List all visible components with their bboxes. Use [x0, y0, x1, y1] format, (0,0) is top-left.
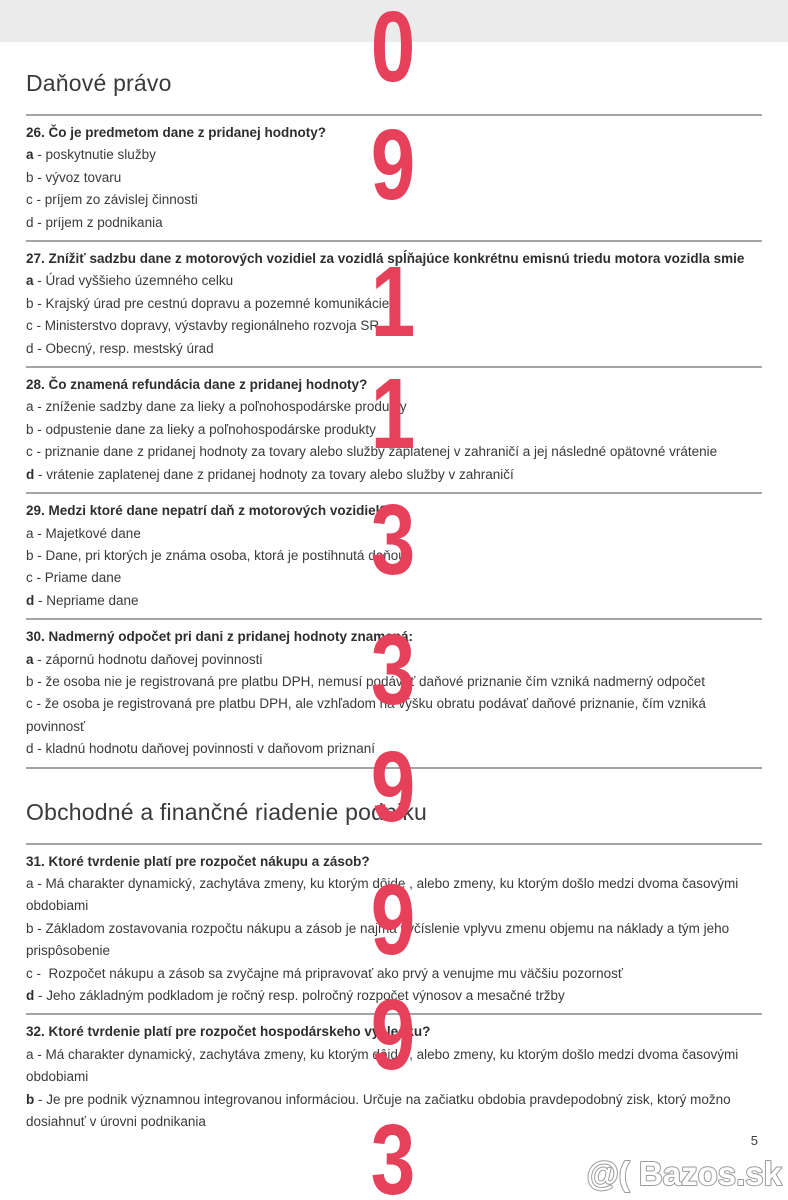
- watermark-digit: 1: [370, 358, 416, 470]
- option-separator: -: [33, 340, 46, 356]
- option-letter: b: [26, 421, 34, 437]
- answer-option: [26, 738, 762, 760]
- option-text: kladnú hodnotu daňovej povinnosti v daňovom priznaní: [45, 741, 375, 757]
- answer-option: [26, 441, 762, 463]
- answer-option: [26, 567, 762, 589]
- watermark-digit: 9: [370, 109, 416, 221]
- option-letter: a: [26, 273, 34, 289]
- separator-line: [26, 114, 762, 116]
- option-text: príjem zo závislej činnosti: [44, 192, 198, 208]
- separator-line: [26, 366, 762, 368]
- answer-option: [26, 963, 762, 985]
- option-letter: b: [26, 169, 34, 185]
- option-letter: c: [26, 696, 33, 712]
- option-separator: -: [33, 421, 46, 437]
- separator-line: [26, 843, 762, 845]
- section-title: Obchodné a finančné riadenie podniku: [26, 798, 428, 825]
- option-letter: b: [26, 547, 34, 563]
- question-block: [26, 851, 762, 1008]
- page-content: [26, 0, 762, 1133]
- option-letter: b: [26, 295, 34, 311]
- watermark-digit: 9: [370, 979, 416, 1091]
- option-text: Má charakter dynamický, zachytáva zmeny, ku ktorým dôjde , alebo zmeny, ku ktorým došlo medzi dvoma časovými obdobiami: [26, 1046, 743, 1085]
- question-heading: 31. Ktoré tvrdenie platí pre rozpočet nákupu a zásob?: [26, 853, 370, 869]
- answer-option: [26, 464, 762, 486]
- option-letter: d: [26, 466, 35, 482]
- answer-option: [26, 1089, 762, 1134]
- question-block: [26, 122, 762, 234]
- option-letter: d: [26, 214, 34, 230]
- option-separator: -: [33, 741, 46, 757]
- watermark-digit: 3: [370, 484, 416, 596]
- answer-option: [26, 693, 762, 738]
- option-letter: b: [26, 920, 34, 936]
- answer-option: [26, 144, 762, 166]
- option-letter: a: [26, 651, 34, 667]
- option-text: Obecný, resp. mestský úrad: [45, 340, 214, 356]
- option-separator: -: [33, 273, 46, 289]
- option-letter: a: [26, 875, 34, 891]
- question-block: [26, 1021, 762, 1133]
- question-block: [26, 500, 762, 612]
- option-text: Krajský úrad pre cestnú dopravu a pozemné komunikácie: [45, 295, 390, 311]
- separator-line: [26, 492, 762, 494]
- answer-option: [26, 545, 762, 567]
- option-text: vývoz tovaru: [45, 169, 122, 185]
- answer-option: [26, 985, 762, 1007]
- watermark-digit: 9: [370, 864, 416, 976]
- option-letter: a: [26, 1046, 34, 1062]
- question-heading: 29. Medzi ktoré dane nepatrí daň z motorových vozidiel?: [26, 503, 388, 519]
- answer-option: [26, 396, 762, 418]
- option-letter: c: [26, 318, 33, 334]
- question-block: [26, 374, 762, 486]
- option-separator: -: [32, 965, 45, 981]
- separator-line: [26, 240, 762, 242]
- option-letter: d: [26, 340, 34, 356]
- option-separator: -: [32, 696, 45, 712]
- option-text: Je pre podnik významnou integrovanou informáciou. Určuje na začiatku obdobia pravdepodobný zisk, ktorý možno dosiahnuť v úrovni podnikania: [26, 1091, 735, 1130]
- option-separator: -: [33, 399, 46, 415]
- option-letter: c: [26, 570, 33, 586]
- section-title: Daňové právo: [26, 70, 172, 96]
- option-separator: -: [33, 547, 46, 563]
- question-heading: 27. Znížiť sadzbu dane z motorových vozidiel za vozidlá spĺňajúce konkrétnu emisnú triedu motora vozidla smie: [26, 251, 745, 267]
- option-text: Priame dane: [44, 570, 122, 586]
- watermark-digit: 9: [370, 731, 416, 843]
- option-letter: c: [26, 192, 33, 208]
- separator-line: [26, 1013, 762, 1015]
- page-number: 5: [750, 1133, 758, 1148]
- watermark-digit: 0: [370, 0, 416, 103]
- option-separator: -: [33, 525, 46, 541]
- answer-option: [26, 270, 762, 292]
- answer-option: [26, 293, 762, 315]
- option-separator: -: [32, 444, 45, 460]
- answer-option: [26, 189, 762, 211]
- option-letter: a: [26, 147, 34, 163]
- question-block: [26, 248, 762, 360]
- option-text: príjem z podnikania: [45, 214, 163, 230]
- option-separator: -: [33, 875, 46, 891]
- option-text: že osoba nie je registrovaná pre platbu DPH, nemusí podávať daňové priznanie čím vzniká nadmerný odpočet: [45, 673, 705, 689]
- question-heading: 32. Ktoré tvrdenie platí pre rozpočet hospodárskeho výsledku?: [26, 1024, 431, 1040]
- watermark-digit: 1: [370, 246, 416, 358]
- option-letter: c: [26, 444, 33, 460]
- option-letter: a: [26, 525, 34, 541]
- question-heading: 28. Čo znamená refundácia dane z pridanej hodnoty?: [26, 377, 368, 393]
- option-letter: c: [26, 965, 33, 981]
- option-separator: -: [33, 1046, 46, 1062]
- option-text: zníženie sadzby dane za lieky a poľnohospodárske produkty: [45, 399, 407, 415]
- answer-option: [26, 419, 762, 441]
- answer-option: [26, 1044, 762, 1089]
- option-text: Má charakter dynamický, zachytáva zmeny, ku ktorým dôide , alebo zmeny, ku ktorým došlo medzi dvoma časovými obdobiami: [26, 875, 743, 914]
- option-text: Úrad vyššieho územného celku: [45, 273, 234, 289]
- option-text: Majetkové dane: [45, 525, 141, 541]
- option-letter: d: [26, 592, 35, 608]
- option-separator: -: [32, 318, 45, 334]
- option-letter: b: [26, 673, 34, 689]
- option-letter: d: [26, 988, 35, 1003]
- watermark-digit: 3: [370, 614, 416, 726]
- option-separator: -: [32, 570, 45, 586]
- answer-option: [26, 212, 762, 234]
- option-text: Základom zostavovania rozpočtu nákupu a zásob je najmä vyčíslenie vplyvu zmenu objemu na náklady a tým jeho prispôsobenie: [26, 920, 733, 959]
- option-text: zápornú hodnotu daňovej povinnosti: [45, 651, 263, 667]
- answer-option: [26, 918, 762, 963]
- option-text: odpustenie dane za lieky a poľnohospodárske produkty: [45, 421, 376, 437]
- option-text: Nepriame dane: [46, 592, 139, 608]
- option-separator: -: [34, 592, 47, 608]
- separator-line: [26, 618, 762, 620]
- answer-option: [26, 523, 762, 545]
- option-text: Rozpočet nákupu a zásob sa zvyčajne má pripravovať ako prvý a venujme mu väčšiu pozornosť: [44, 965, 623, 981]
- question-heading: 30. Nadmerný odpočet pri dani z pridanej hodnoty znamená:: [26, 629, 414, 645]
- separator-line: [26, 767, 762, 769]
- question-heading: 26. Čo je predmetom dane z pridanej hodnoty?: [26, 125, 327, 140]
- option-separator: -: [33, 651, 46, 667]
- option-separator: -: [33, 673, 46, 689]
- option-letter: a: [26, 399, 34, 415]
- option-text: Ministerstvo dopravy, výstavby regionálneho rozvoja SR: [44, 318, 380, 334]
- answer-option: [26, 315, 762, 337]
- question-block: [26, 626, 762, 760]
- answer-option: [26, 167, 762, 189]
- option-text: poskytnutie služby: [45, 147, 156, 163]
- option-letter: b: [26, 1091, 35, 1107]
- bazos-watermark-text: @( Bazos.sk: [586, 1155, 782, 1192]
- option-separator: -: [32, 192, 45, 208]
- option-text: že osoba je registrovaná pre platbu DPH, ale vzhľadom na výšku obratu podávať daňové priznanie, čím vzniká povinnosť: [26, 696, 710, 734]
- option-separator: -: [33, 169, 46, 185]
- answer-option: [26, 590, 762, 612]
- option-separator: -: [33, 295, 46, 311]
- option-text: vrátenie zaplatenej dane z pridanej hodnoty za tovary alebo služby v zahraničí: [46, 466, 514, 482]
- option-text: Dane, pri ktorých je známa osoba, ktorá je postihnutá daňou: [45, 547, 406, 563]
- option-separator: -: [34, 466, 47, 482]
- option-separator: -: [34, 1091, 47, 1107]
- answer-option: [26, 338, 762, 360]
- option-text: Jeho základným podkladom je ročný resp. polročný rozpočet výnosov a mesačné tržby: [46, 988, 565, 1003]
- option-text: priznanie dane z pridanej hodnoty za tovary alebo služby zaplatenej v zahraničí a jej následné opätovné vrátenie: [44, 444, 718, 460]
- option-separator: -: [33, 920, 46, 936]
- option-separator: -: [34, 988, 47, 1003]
- option-separator: -: [33, 214, 46, 230]
- answer-option: [26, 671, 762, 693]
- answer-option: [26, 649, 762, 671]
- option-letter: d: [26, 741, 34, 757]
- bazos-watermark: [550, 1142, 786, 1198]
- answer-option: [26, 873, 762, 918]
- watermark-digit: 3: [370, 1104, 416, 1200]
- option-separator: -: [33, 147, 46, 163]
